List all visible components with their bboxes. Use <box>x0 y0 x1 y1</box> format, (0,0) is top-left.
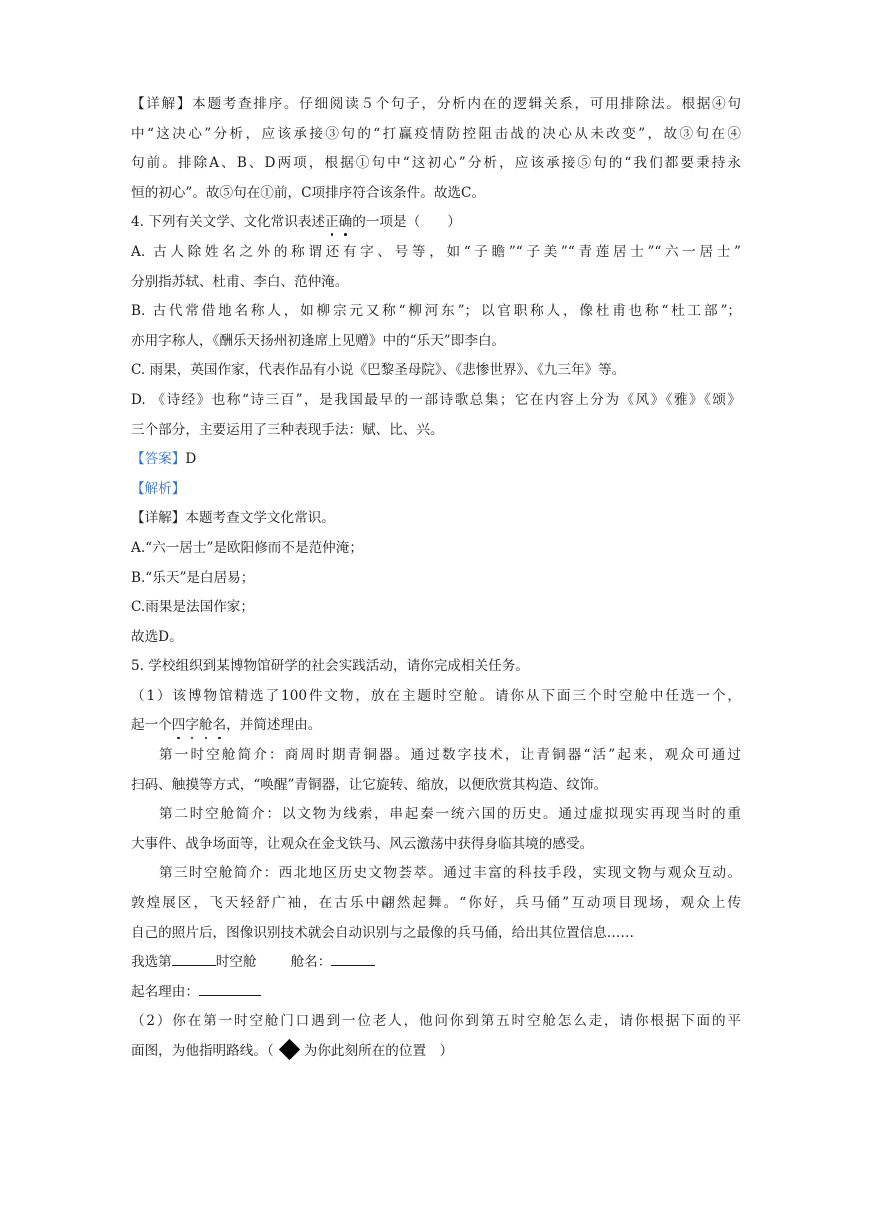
cabin-1-intro: 第一时空舱简介：商周时期青铜器。通过数字技术，让青铜器“活”起来，观众可通过 <box>159 747 741 764</box>
q4-option-d: 三个部分，主要运用了三种表现手法：赋、比、兴。 <box>131 421 444 438</box>
q5-sub1 <box>131 711 741 741</box>
reason-blank[interactable] <box>199 979 261 996</box>
q5-sub2-text: 为你此刻所在的位置 ） <box>303 1043 454 1059</box>
q3-detail-line: 恒的初心”。故⑤句在①前，C项排序符合该条件。故选C。 <box>131 184 485 201</box>
q5-sub2-text: 面图，为他指明路线。（ <box>131 1043 274 1059</box>
cabin-3-intro: 敦煌展区，飞天轻舒广袖，在古乐中翩然起舞。“你好，兵马俑”互动项目现场，观众上传 <box>131 895 741 912</box>
q4-explanation: A.“六一居士”是欧阳修而不是范仲淹； <box>131 539 363 556</box>
emphasis-dot-char: 确 <box>339 208 353 238</box>
cabin-1-intro: 扫码、触摸等方式，“唤醒”青铜器，让它旋转、缩放，以便欣赏其构造、纹饰。 <box>131 776 608 793</box>
q3-detail-line: 中“这决心”分析，应该承接③句的“打赢疫情防控阻击战的决心从未改变”，故③句在④ <box>131 125 741 142</box>
reason-fill-line <box>131 978 741 1008</box>
q5-stem: 5. 学校组织到某博物馆研学的社会实践活动，请你完成相关任务。 <box>131 658 529 675</box>
q4-stem <box>131 208 741 238</box>
emphasis-dot-char: 舱 <box>199 711 213 741</box>
emphasis-dot-char: 名 <box>213 711 227 741</box>
cabin-3-intro: 第三时空舱简介：西北地区历史文物荟萃。通过丰富的科技手段，实现文物与观众互动。 <box>159 865 741 882</box>
q4-option-b: 亦用字称人，《酬乐天扬州初逢席上见赠》中的“乐天”即李白。 <box>131 332 506 349</box>
q4-option-a: 分别指苏轼、杜甫、李白、范仲淹。 <box>131 273 349 290</box>
cabin-3-intro: 自己的照片后，图像识别技术就会自动识别与之最像的兵马俑，给出其位置信息…… <box>131 924 634 941</box>
q4-detail: 【详解】本题考查文学文化常识。 <box>131 510 335 527</box>
analysis-label: 【解析】 <box>131 480 186 497</box>
reason-label: 起名理由： <box>131 983 199 1000</box>
answer-fill-line <box>131 948 741 978</box>
q5-sub1-text: 起一个 <box>131 717 172 734</box>
q4-explanation: B.“乐天”是白居易； <box>131 569 255 586</box>
diamond-icon <box>279 1039 300 1060</box>
cabin-name-blank[interactable] <box>331 949 375 966</box>
choose-label: 时空舱 <box>215 954 257 971</box>
q5-sub1: （1）该博物馆精选了100件文物，放在主题时空舱。请你从下面三个时空舱中任选一个， <box>131 687 741 704</box>
q4-stem-text: 的一项是（ ） <box>352 214 461 231</box>
q4-option-a: A. 古人除姓名之外的称谓还有字、号等，如“子瞻”“子美”“青莲居士”“六一居士” <box>131 243 741 260</box>
q3-detail-line: 【详解】本题考查排序。仔细阅读５个句子，分析内在的逻辑关系，可用排除法。根据④句 <box>131 96 741 112</box>
q3-detail-line: 句前。排除A、B、D两项，根据①句中“这初心”分析，应该承接⑤句的“我们都要秉持永 <box>131 155 741 172</box>
q5-sub2: （2）你在第一时空舱门口遇到一位老人，他问你到第五时空舱怎么走，请你根据下面的平 <box>131 1013 741 1030</box>
q4-stem-text: 4. 下列有关文学、文化常识表述 <box>131 214 326 231</box>
q4-option-b: B. 古代常借地名称人，如柳宗元又称“柳河东”；以官职称人，像杜甫也称“杜工部”； <box>131 303 741 320</box>
emphasis-dot-char: 四 <box>172 711 186 741</box>
answer-value: D <box>185 451 197 468</box>
q4-option-c: C. 雨果，英国作家，代表作品有小说《巴黎圣母院》、《悲惨世界》、《九三年》等。 <box>131 362 626 379</box>
document-page <box>131 90 741 1067</box>
cabin-2-intro: 大事件、战争场面等，让观众在金戈铁马、风云激荡中获得身临其境的感受。 <box>131 835 594 852</box>
cabin-name-label: 舱名： <box>290 954 332 971</box>
q4-explanation: C.雨果是法国作家； <box>131 599 254 616</box>
cabin-number-blank[interactable] <box>172 949 216 966</box>
q4-answer <box>131 445 741 475</box>
answer-label: 【答案】 <box>131 451 186 468</box>
q5-sub2 <box>131 1037 741 1067</box>
cabin-2-intro: 第二时空舱简介：以文物为线索，串起秦一统六国的历史。通过虚拟现实再现当时的重 <box>159 806 741 823</box>
emphasis-dot-char: 正 <box>325 208 339 238</box>
q4-explanation: 故选D。 <box>131 628 183 645</box>
q5-sub1-text: ，并简述理由。 <box>226 717 322 734</box>
q4-option-d: D. 《诗经》也称“诗三百”，是我国最早的一部诗歌总集；它在内容上分为《风》《雅》《颂》 <box>131 391 741 408</box>
emphasis-dot-char: 字 <box>185 711 199 741</box>
choose-label: 我选第 <box>131 954 172 971</box>
